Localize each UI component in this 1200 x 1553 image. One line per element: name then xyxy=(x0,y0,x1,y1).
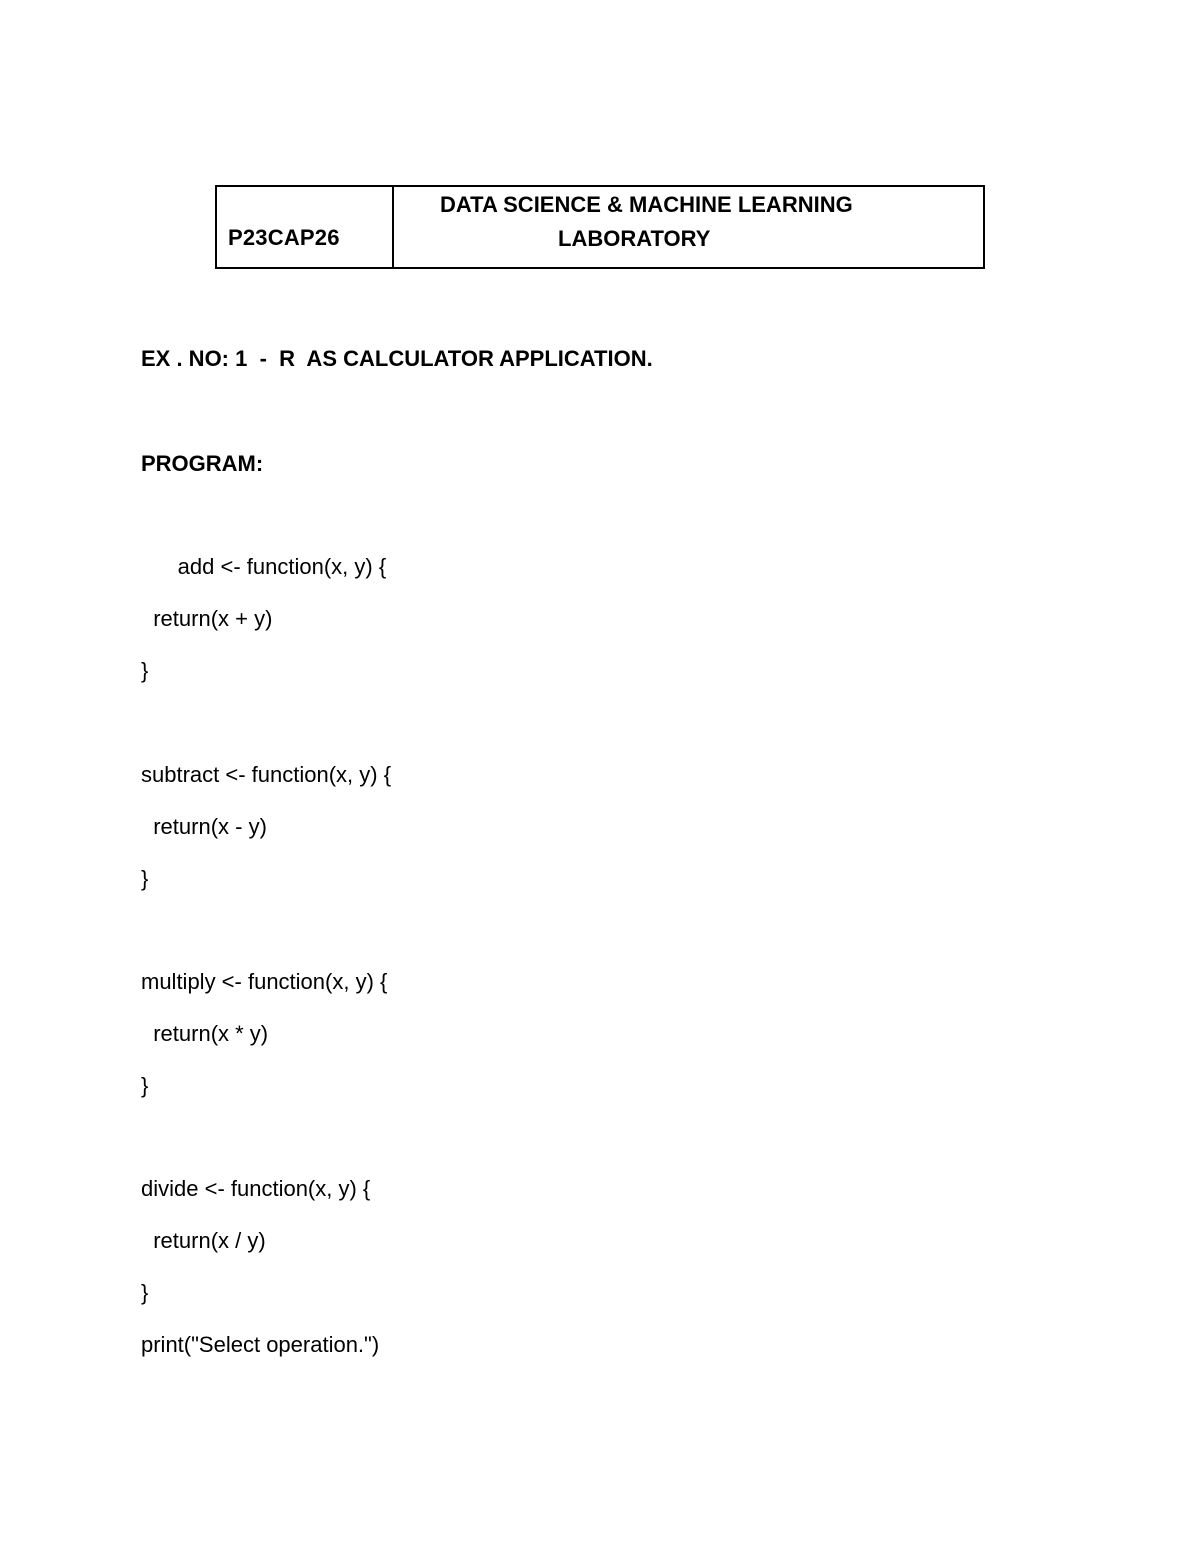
course-code: P23CAP26 xyxy=(228,225,340,250)
code-line: return(x + y) xyxy=(141,606,273,631)
code-line: print("Select operation.") xyxy=(141,1332,380,1357)
code-line: return(x * y) xyxy=(141,1021,269,1046)
course-title-cell xyxy=(393,186,984,268)
code-line: return(x - y) xyxy=(141,814,267,839)
code-line: } xyxy=(141,1073,149,1098)
code-line: } xyxy=(141,866,149,891)
code-line: add <- function(x, y) { xyxy=(141,554,387,579)
course-code-cell xyxy=(216,186,393,268)
code-line: divide <- function(x, y) { xyxy=(141,1176,371,1201)
code-line: return(x / y) xyxy=(141,1228,266,1253)
exercise-title: EX . NO: 1 - R AS CALCULATOR APPLICATION. xyxy=(141,346,653,371)
header-table xyxy=(215,185,985,269)
code-line: } xyxy=(141,1280,149,1305)
code-line: multiply <- function(x, y) { xyxy=(141,969,388,994)
course-title-line2: LABORATORY xyxy=(558,226,711,251)
code-line: subtract <- function(x, y) { xyxy=(141,762,392,787)
course-title-line1: DATA SCIENCE & MACHINE LEARNING xyxy=(440,192,853,217)
program-label: PROGRAM: xyxy=(141,451,264,476)
code-line: } xyxy=(141,658,149,683)
